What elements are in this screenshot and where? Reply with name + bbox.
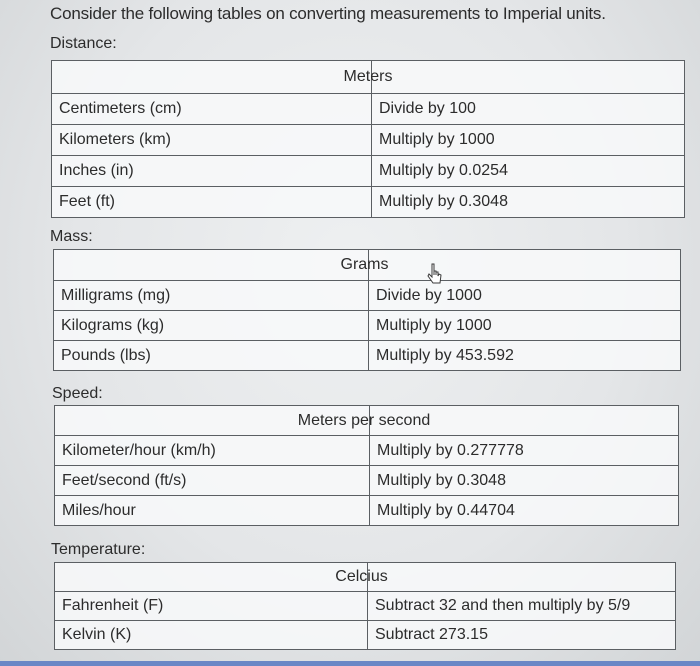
- table-header-row: [55, 563, 676, 592]
- intro-text: Consider the following tables on converting measurements to Imperial units.: [50, 4, 606, 23]
- from-unit-cell: Kilometers (km): [52, 125, 372, 156]
- rule-cell: Multiply by 0.3048: [370, 466, 679, 496]
- speed-table: [54, 405, 679, 526]
- table-row: [55, 592, 676, 621]
- unit-header: Celcius: [335, 568, 388, 585]
- from-unit-cell: Milligrams (mg): [54, 281, 369, 311]
- speed-label: Speed:: [52, 385, 103, 402]
- rule-cell: Multiply by 453.592: [369, 341, 681, 371]
- rule-cell: Multiply by 1000: [369, 311, 681, 341]
- unit-header: Meters per second: [297, 411, 431, 429]
- rule-cell: Multiply by 0.277778: [370, 436, 679, 466]
- rule-cell: Subtract 273.15: [368, 621, 676, 650]
- from-unit-cell: Feet (ft): [52, 187, 372, 218]
- mouse-pointer-icon: [427, 263, 443, 285]
- unit-header: Grams: [340, 256, 389, 273]
- table-row: [55, 496, 679, 526]
- from-unit-cell: Miles/hour: [55, 496, 370, 526]
- table-row: [54, 281, 681, 311]
- from-unit-cell: Pounds (lbs): [54, 341, 369, 371]
- from-unit-cell: Centimeters (cm): [52, 94, 372, 125]
- table-row: [55, 436, 679, 466]
- rule-cell: Multiply by 1000: [372, 125, 685, 156]
- from-unit-cell: Kilometer/hour (km/h): [55, 436, 370, 466]
- rule-cell: Divide by 1000: [369, 281, 681, 311]
- table-row: [54, 311, 681, 341]
- temperature-label: Temperature:: [51, 541, 146, 558]
- table-header-row: [52, 61, 685, 94]
- unit-header: Meters: [343, 68, 393, 85]
- rule-cell: Multiply by 0.3048: [372, 187, 685, 218]
- from-unit-cell: Inches (in): [52, 156, 372, 187]
- from-unit-cell: Kelvin (K): [55, 621, 368, 650]
- mass-table: [53, 249, 681, 371]
- table-row: [55, 621, 676, 650]
- table-row: [52, 125, 685, 156]
- from-unit-cell: Fahrenheit (F): [55, 592, 368, 621]
- table-row: [52, 94, 685, 125]
- bottom-accent-bar: [0, 661, 700, 666]
- temperature-table: [54, 562, 676, 650]
- table-row: [52, 156, 685, 187]
- table-header-row: [55, 406, 679, 436]
- table-row: [52, 187, 685, 218]
- table-row: [55, 466, 679, 496]
- distance-label: Distance:: [50, 35, 117, 52]
- table-header-row: [54, 250, 681, 281]
- from-unit-cell: Feet/second (ft/s): [55, 466, 370, 496]
- rule-cell: Multiply by 0.0254: [372, 156, 685, 187]
- rule-cell: Subtract 32 and then multiply by 5/9: [368, 592, 676, 621]
- distance-table: [51, 60, 685, 218]
- mass-label: Mass:: [50, 228, 93, 245]
- rule-cell: Divide by 100: [372, 94, 685, 125]
- rule-cell: Multiply by 0.44704: [370, 496, 679, 526]
- table-row: [54, 341, 681, 371]
- from-unit-cell: Kilograms (kg): [54, 311, 369, 341]
